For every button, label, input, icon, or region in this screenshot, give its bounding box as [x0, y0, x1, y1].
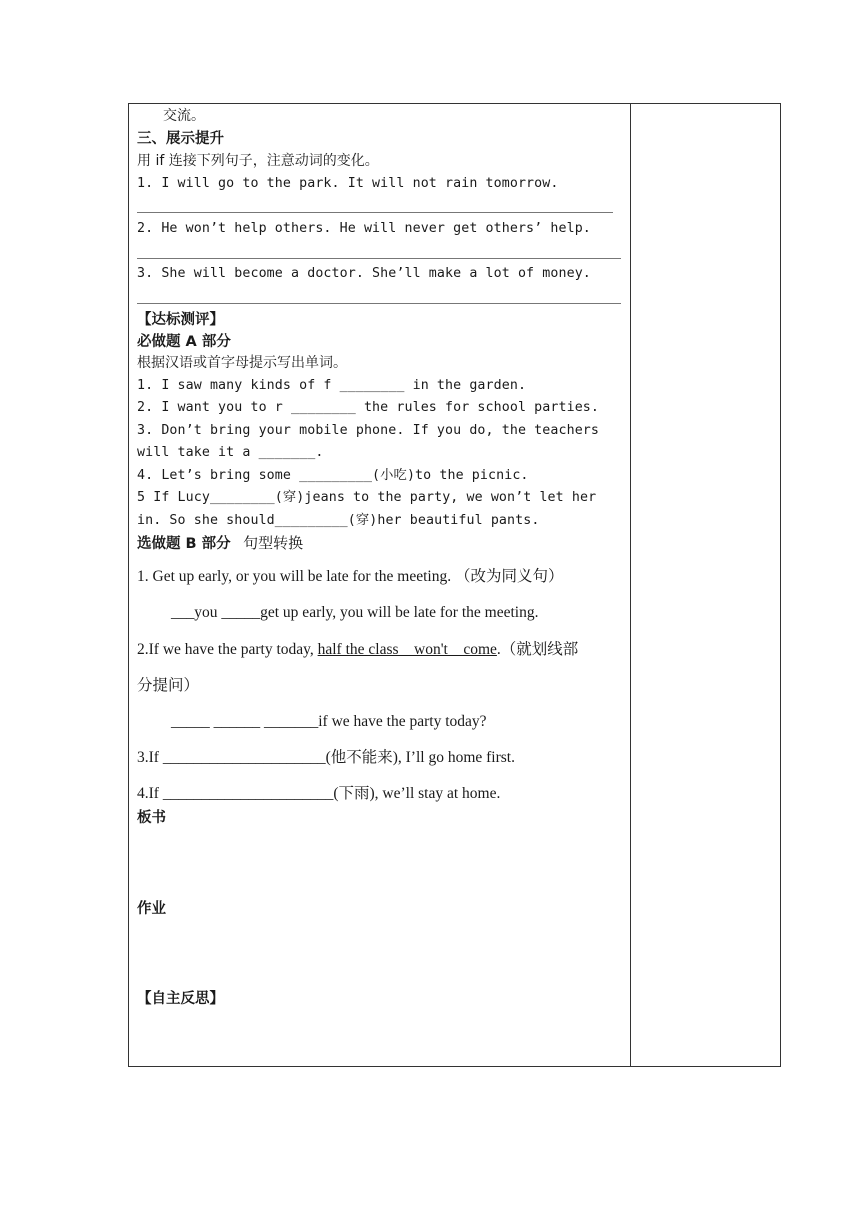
part-b-question-1-blank: ___you _____get up early, you will be late for the meeting.: [171, 604, 539, 621]
exchange-text: 交流。: [163, 108, 205, 124]
part-a-instruction: 根据汉语或首字母提示写出单词。: [137, 355, 347, 371]
section-3-instruction: 用 if 连接下列句子，注意动词的变化。: [137, 153, 379, 169]
part-a-question-2: 2. I want you to r ________ the rules for school parties.: [137, 400, 600, 415]
section-3-question-3: 3. She will become a doctor. She’ll make a lot of money.: [137, 266, 591, 281]
part-b-subheading: 句型转换: [243, 534, 304, 552]
part-b-question-4: 4.If ______________________(下雨), we’ll stay at home.: [137, 785, 501, 802]
section-3-heading: 三、展示提升: [137, 131, 224, 147]
homework-heading: 作业: [137, 901, 166, 917]
part-a-question-5-line-2: in. So she should_________(穿)her beautiful pants.: [137, 513, 540, 528]
part-b-question-2-continued: 分提问）: [137, 677, 200, 694]
part-a-question-3-line-2: will take it a _______.: [137, 445, 324, 460]
part-b-question-2-blank: _____ ______ _______if we have the party today?: [171, 713, 487, 730]
part-b-heading-row: [137, 533, 303, 554]
part-a-question-3-line-1: 3. Don’t bring your mobile phone. If you do, the teachers: [137, 423, 600, 438]
section-3-question-2: 2. He won’t help others. He will never get others’ help.: [137, 221, 591, 236]
part-b-question-1: 1. Get up early, or you will be late for the meeting. （改为同义句）: [137, 568, 564, 585]
part-b-question-2-start: 2.If we have the party today,: [137, 641, 318, 658]
part-b-question-2-underlined: half the class won't come: [317, 641, 497, 658]
part-b-question-2-end: .（就划线部: [496, 641, 579, 658]
reflection-heading: 【自主反思】: [137, 991, 224, 1007]
evaluation-heading: 【达标测评】: [137, 312, 224, 328]
part-b-question-2: [137, 640, 578, 660]
part-a-heading: 必做题 A 部分: [137, 334, 231, 350]
part-a-question-4: 4. Let’s bring some _________(小吃)to the picnic.: [137, 468, 529, 483]
part-b-question-3: 3.If _____________________(他不能来), I’ll go home first.: [137, 749, 515, 766]
part-b-heading: 选做题 B 部分: [137, 536, 231, 552]
answer-line-3: [137, 303, 621, 304]
answer-line-1: [137, 212, 613, 213]
section-3-question-1: 1. I will go to the park. It will not rain tomorrow.: [137, 176, 559, 191]
part-a-question-1: 1. I saw many kinds of f ________ in the garden.: [137, 378, 527, 393]
column-divider: [630, 103, 631, 1067]
part-a-question-5-line-1: 5 If Lucy________(穿)jeans to the party, we won’t let her: [137, 490, 597, 505]
answer-line-2: [137, 258, 621, 259]
board-heading: 板书: [137, 810, 166, 826]
